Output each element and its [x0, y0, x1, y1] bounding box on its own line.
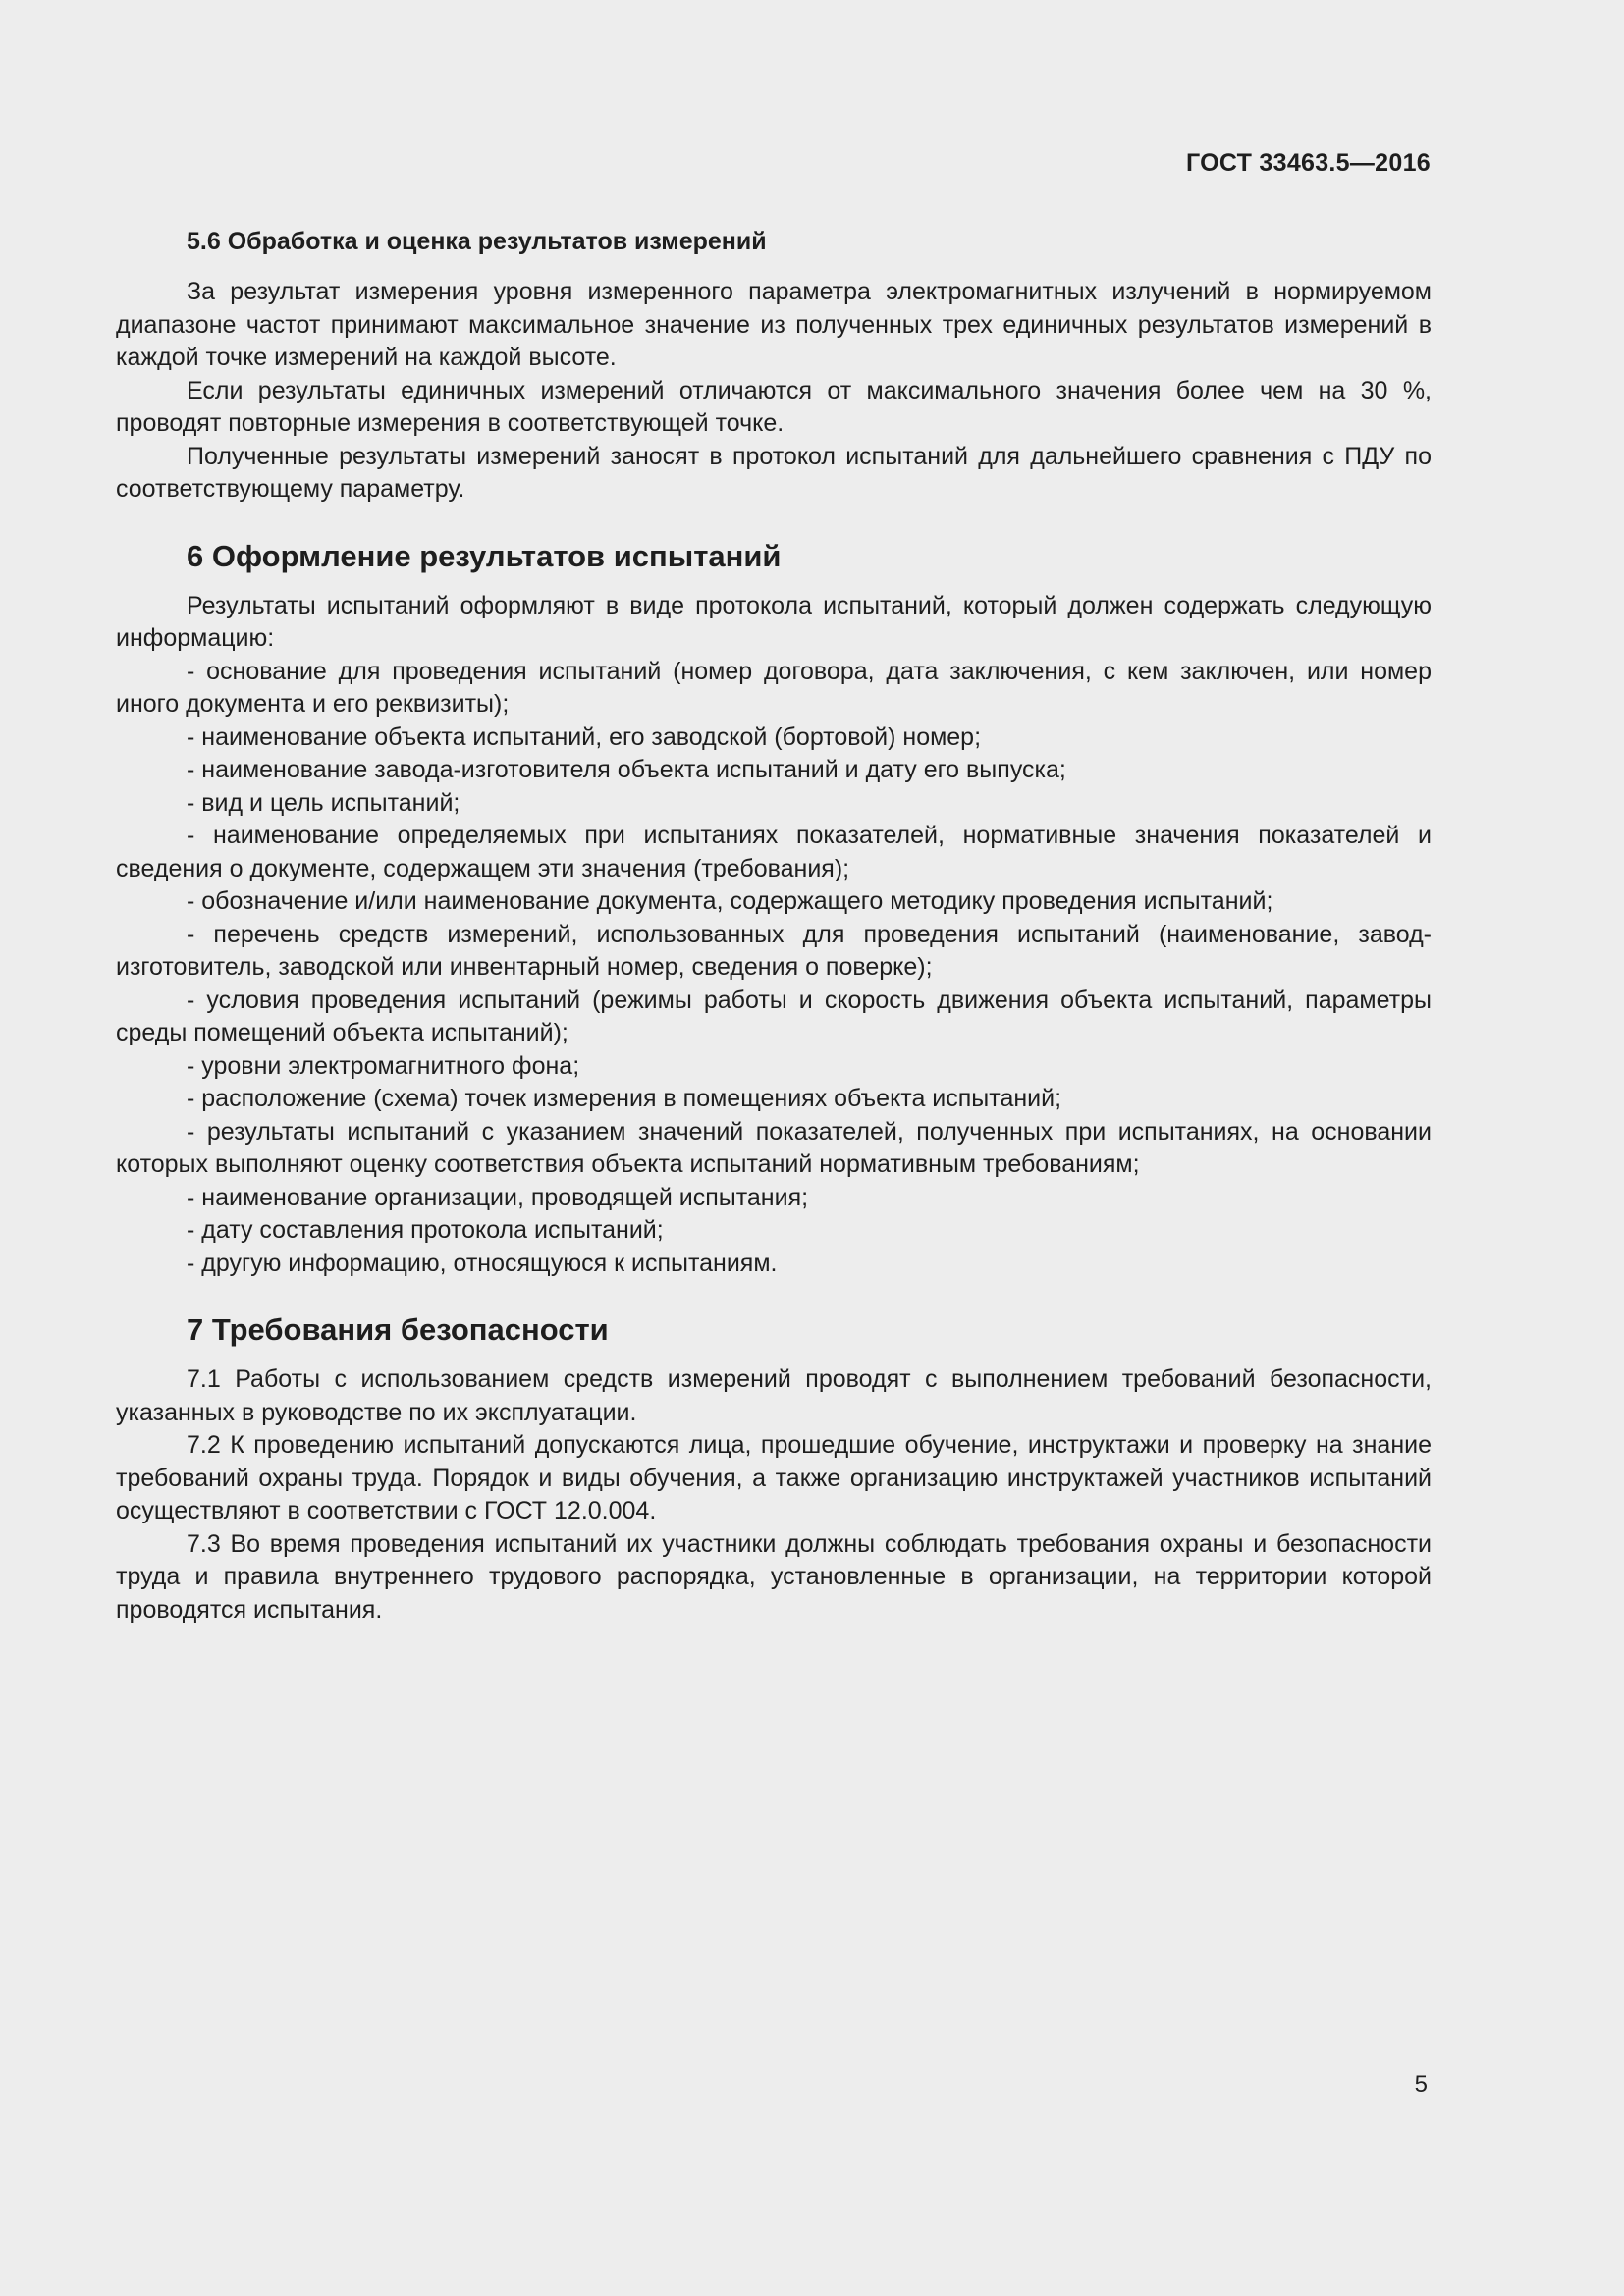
section-5-6-title: 5.6 Обработка и оценка результатов измерений [187, 228, 767, 255]
list-item: - перечень средств измерений, использованных для проведения испытаний (наименование, завод-изготовитель, заводской или инвентарный номер, сведения о поверке); [116, 920, 1432, 981]
list-item: - вид и цель испытаний; [187, 788, 460, 817]
list-item: - наименование объекта испытаний, его заводской (бортовой) номер; [187, 722, 982, 751]
section-7-title: 7 Требования безопасности [187, 1312, 609, 1347]
section-6-intro: Результаты испытаний оформляют в виде протокола испытаний, который должен содержать следующую информацию: [116, 591, 1432, 652]
list-item: - наименование организации, проводящей испытания; [187, 1183, 809, 1211]
list-item: - дату составления протокола испытаний; [187, 1216, 664, 1244]
list-item: - расположение (схема) точек измерения в помещениях объекта испытаний; [187, 1085, 1062, 1112]
list-item: - основание для проведения испытаний (номер договора, дата заключения, с кем заключен, или номер иного документа и его реквизиты); [116, 657, 1432, 718]
document-header: ГОСТ 33463.5—2016 [1185, 149, 1431, 177]
section-7-paragraph: 7.3 Во время проведения испытаний их участники должны соблюдать требования охраны и безопасности труда и правила внутреннего трудового распорядка, установленные в организации, на территории которой проводятся испытания. [116, 1529, 1432, 1624]
section-5-6-paragraph: Полученные результаты измерений заносят в протокол испытаний для дальнейшего сравнения с ПДУ по соответствующему параметру. [116, 442, 1432, 503]
section-5-6-paragraph: Если результаты единичных измерений отличаются от максимального значения более чем на 30 %, проводят повторные измерения в соответствующей точке. [116, 376, 1432, 437]
section-6-title: 6 Оформление результатов испытаний [187, 538, 782, 573]
page-number: 5 [1414, 2071, 1428, 2098]
section-7-paragraph: 7.1 Работы с использованием средств измерений проводят с выполнением требований безопасности, указанных в руководстве по их эксплуатации. [116, 1365, 1432, 1426]
section-7-paragraph: 7.2 К проведению испытаний допускаются лица, прошедшие обучение, инструктажи и проверку на знание требований охраны труда. Порядок и виды обучения, а также организацию инструктажей участников испытаний осуществляют в соответствии с ГОСТ 12.0.004. [116, 1431, 1432, 1524]
list-item: - результаты испытаний с указанием значений показателей, полученных при испытаниях, на основании которых выполняют оценку соответствия объекта испытаний нормативным требованиям; [116, 1117, 1432, 1178]
list-item: - уровни электромагнитного фона; [187, 1051, 580, 1080]
list-item: - другую информацию, относящуюся к испытаниям. [187, 1249, 778, 1277]
list-item: - наименование завода-изготовителя объекта испытаний и дату его выпуска; [187, 756, 1066, 783]
list-item: - условия проведения испытаний (режимы работы и скорость движения объекта испытаний, параметры среды помещений объекта испытаний); [116, 986, 1432, 1046]
section-5-6-paragraph: За результат измерения уровня измеренного параметра электромагнитных излучений в нормируемом диапазоне частот принимают максимальное значение из полученных трех единичных результатов измерений в каждой точке измерений на каждой высоте. [116, 278, 1432, 371]
list-item: - наименование определяемых при испытаниях показателей, нормативные значения показателей и сведения о документе, содержащем эти значения (требования); [116, 822, 1432, 882]
list-item: - обозначение и/или наименование документа, содержащего методику проведения испытаний; [187, 887, 1273, 915]
document-body [116, 224, 1432, 1627]
